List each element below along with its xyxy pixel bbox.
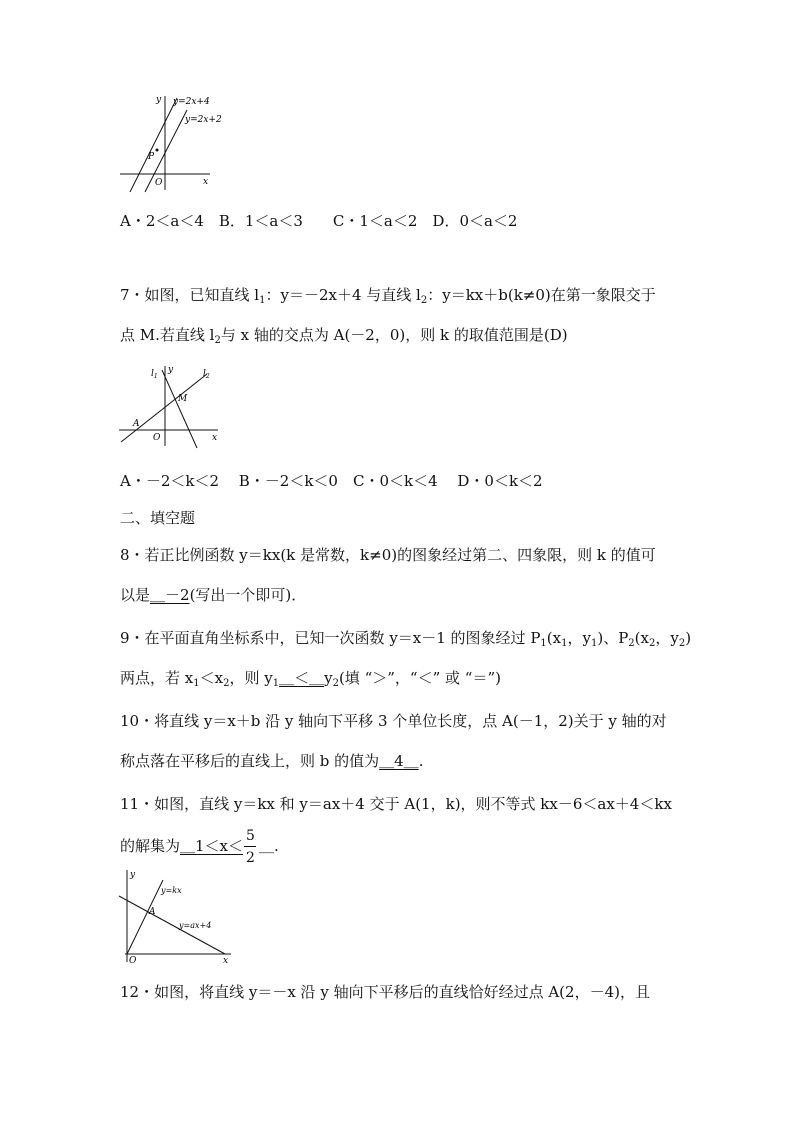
label-m: M: [178, 394, 188, 404]
line-2x-plus-2: [145, 110, 187, 192]
q7-line1: 7・如图，已知直线 $l_1$：y＝－2x＋4 与直线 $l_2$：y＝kx＋b(k≠0)在第一象限交于: [120, 286, 656, 306]
figure-q7: [115, 362, 225, 450]
label-p: P: [148, 152, 155, 162]
q10-line1: 10・将直线 y＝x＋b 沿 y 轴向下平移 3 个单位长度，点 A(－1，2)关于 y 轴的对: [120, 712, 667, 730]
label-x: x: [203, 177, 209, 187]
figure-q11: [115, 866, 237, 964]
label-x: x: [223, 956, 229, 964]
label-y-ax-4: y=ax+4: [179, 921, 212, 930]
q8-line2: 以是＿－2(写出一个即可)．: [120, 586, 307, 604]
point-p: [156, 149, 159, 152]
q6-options: A・2＜a＜4 B．1＜a＜3 C・1＜a＜2 D．0＜a＜2: [120, 212, 518, 230]
q11-answer: ＿1＜x＜: [180, 837, 244, 855]
q7-options: A・－2＜k＜2 B・－2＜k＜0 C・0＜k＜4 D・0＜k＜2: [120, 472, 543, 490]
q10-answer: ＿4＿: [379, 752, 419, 770]
q11-line2: 的解集为＿1＜x＜ $\frac{5}{2}$ ＿.: [120, 828, 279, 866]
label-l1: $l_1$: [151, 369, 158, 380]
q11-line1: 11・如图，直线 y＝kx 和 y＝ax＋4 交于 A(1，k)，则不等式 kx－6＜ax＋4＜kx: [120, 795, 672, 813]
q9-answer: ＿＜＿: [279, 669, 325, 687]
q8-line1: 8・若正比例函数 y＝kx(k 是常数，k≠0)的图象经过第二、四象限，则 k 的值可: [120, 546, 656, 564]
q8-answer: ＿－2: [150, 586, 190, 604]
line-l2: [121, 374, 207, 442]
q12-line1: 12・如图，将直线 y＝－x 沿 y 轴向下平移后的直线恰好经过点 A(2，－4)，且: [120, 983, 650, 1001]
label-x: x: [212, 433, 218, 443]
q7-line2: 点 M.若直线 $l_2$与 x 轴的交点为 A(－2，0)，则 k 的取值范围是(D): [120, 326, 568, 346]
label-a: A: [133, 419, 140, 429]
q11-fraction: $\frac{5}{2}$: [246, 828, 255, 866]
label-o: O: [153, 433, 161, 443]
label-a: A: [149, 907, 156, 917]
line-l1: [162, 370, 197, 448]
q7-answer: D: [549, 326, 562, 344]
label-l2: $l_2$: [203, 369, 210, 380]
q9-line1: 9・在平面直角坐标系中，已知一次函数 y＝x－1 的图象经过 $P_1(x_1$，$y_1$)、$P_2(x_2$，$y_2$): [120, 629, 692, 649]
line-2x-plus-4: [130, 98, 177, 192]
label-o: O: [129, 956, 137, 964]
q9-line2: 两点，若 $x_1<x_2$，则 $y_1\_<\_y_2$(填 “＞”，“＜” 或 “＝”): [120, 669, 501, 689]
label-y-2x-2: y=2x+2: [185, 115, 222, 125]
label-y-kx: y=kx: [161, 886, 182, 895]
label-y: y: [156, 95, 162, 105]
label-y: y: [168, 365, 174, 375]
label-o: O: [155, 178, 163, 188]
label-y: y: [130, 870, 136, 880]
label-y-2x-4: y=2x+4: [173, 97, 210, 107]
section-title: 二、填空题: [120, 509, 196, 527]
q10-line2: 称点落在平移后的直线上，则 b 的值为＿4＿.: [120, 752, 424, 770]
figure-q6: [115, 92, 230, 194]
